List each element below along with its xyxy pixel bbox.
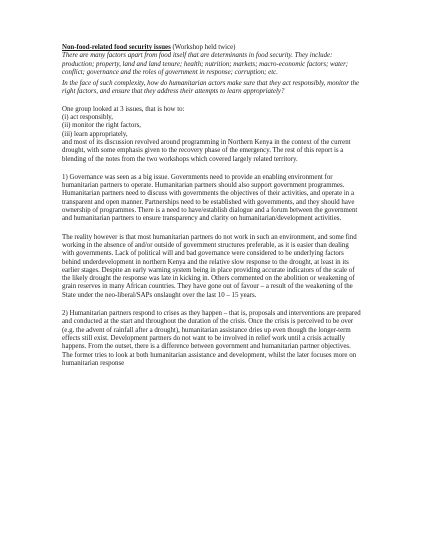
issue-item-1: (i) act responsibly, xyxy=(62,114,114,122)
heading-subtitle: (Workshop held twice) xyxy=(170,44,236,51)
heading-title: Non-food-related food security issues xyxy=(62,44,171,51)
group-summary: and most of its discussion revolved around programming in Northern Kenya in the context of the current drought, with some emphasis given to the recovery phase of the emergency. The rest of this report is a blending of the notes from the two workshops which covered largely related territory. xyxy=(62,138,351,163)
group-intro: One group looked at 3 issues, that is how to: xyxy=(62,105,185,113)
governance-paragraph: 1) Governance was seen as a big issue. Governments need to provide an enabling environment for humanitarian partners to operate. Humanitarian partners should also support government programmes. Humanitarian partners need to discuss with governments the objectives of their activities, and operate in a transparent and open manner. Partnerships need to be established with governments, and they should have ownership of programmes. There is a need to have/establish dialogue and a forum between the government and humanitarian partners to ensure transparency and clarity on humanitarian/development activities. xyxy=(62,173,358,223)
intro-paragraph-1: There are many factors apart from food itself that are determinants in food security. They include: production; property, land and land tenure; health; nutrition; markets; macro-economic factors; water; conflict; governance and the roles of government in response; corruption; etc. xyxy=(62,52,349,76)
issue-item-2: (ii) monitor the right factors, xyxy=(62,122,142,130)
intro-paragraph-2: In the face of such complexity, how do humanitarian actors make sure that they act responsibly, monitor the right factors, and ensure that they address their attempts to learn appropriately? xyxy=(62,80,360,96)
document-page xyxy=(62,44,362,368)
issue-item-3: (iii) learn appropriately, xyxy=(62,130,128,138)
response-paragraph: 2) Humanitarian partners respond to crises as they happen – that is, proposals and interventions are prepared and conducted at the start and throughout the duration of the crisis. Once the crisis is perceived to be over (e.g. the advent of rainfall after a drought), humanitarian assistance dries up even though the longer-term effects still exist. Development partners do not want to be involved in relief work until a crisis actually happens. From the outset, there is a difference between government and humanitarian partner objectives. The former tries to look at both humanitarian assistance and development, whilst the later focuses more on humanitarian response xyxy=(62,310,361,367)
reality-paragraph: The reality however is that most humanitarian partners do not work in such an environment, and some find working in the absence of and/or outside of government structures preferable, as it is easier than dealing with governments. Lack of political will and bad governance were considered to be underlying factors behind underdevelopment in northern Kenya and the relative slow response to the drought, at least in its earlier stages. Despite an early warning system being in place providing accurate indicators of the scale of the likely drought the response was late in kicking in. Others commented on the abolition or weakening of grain reserves in many African countries. They have gone out of favour – a result of the weakening of the State under the neo-liberal/SAPs onslaught over the last 10 – 15 years. xyxy=(62,233,357,299)
section-heading xyxy=(62,44,362,52)
